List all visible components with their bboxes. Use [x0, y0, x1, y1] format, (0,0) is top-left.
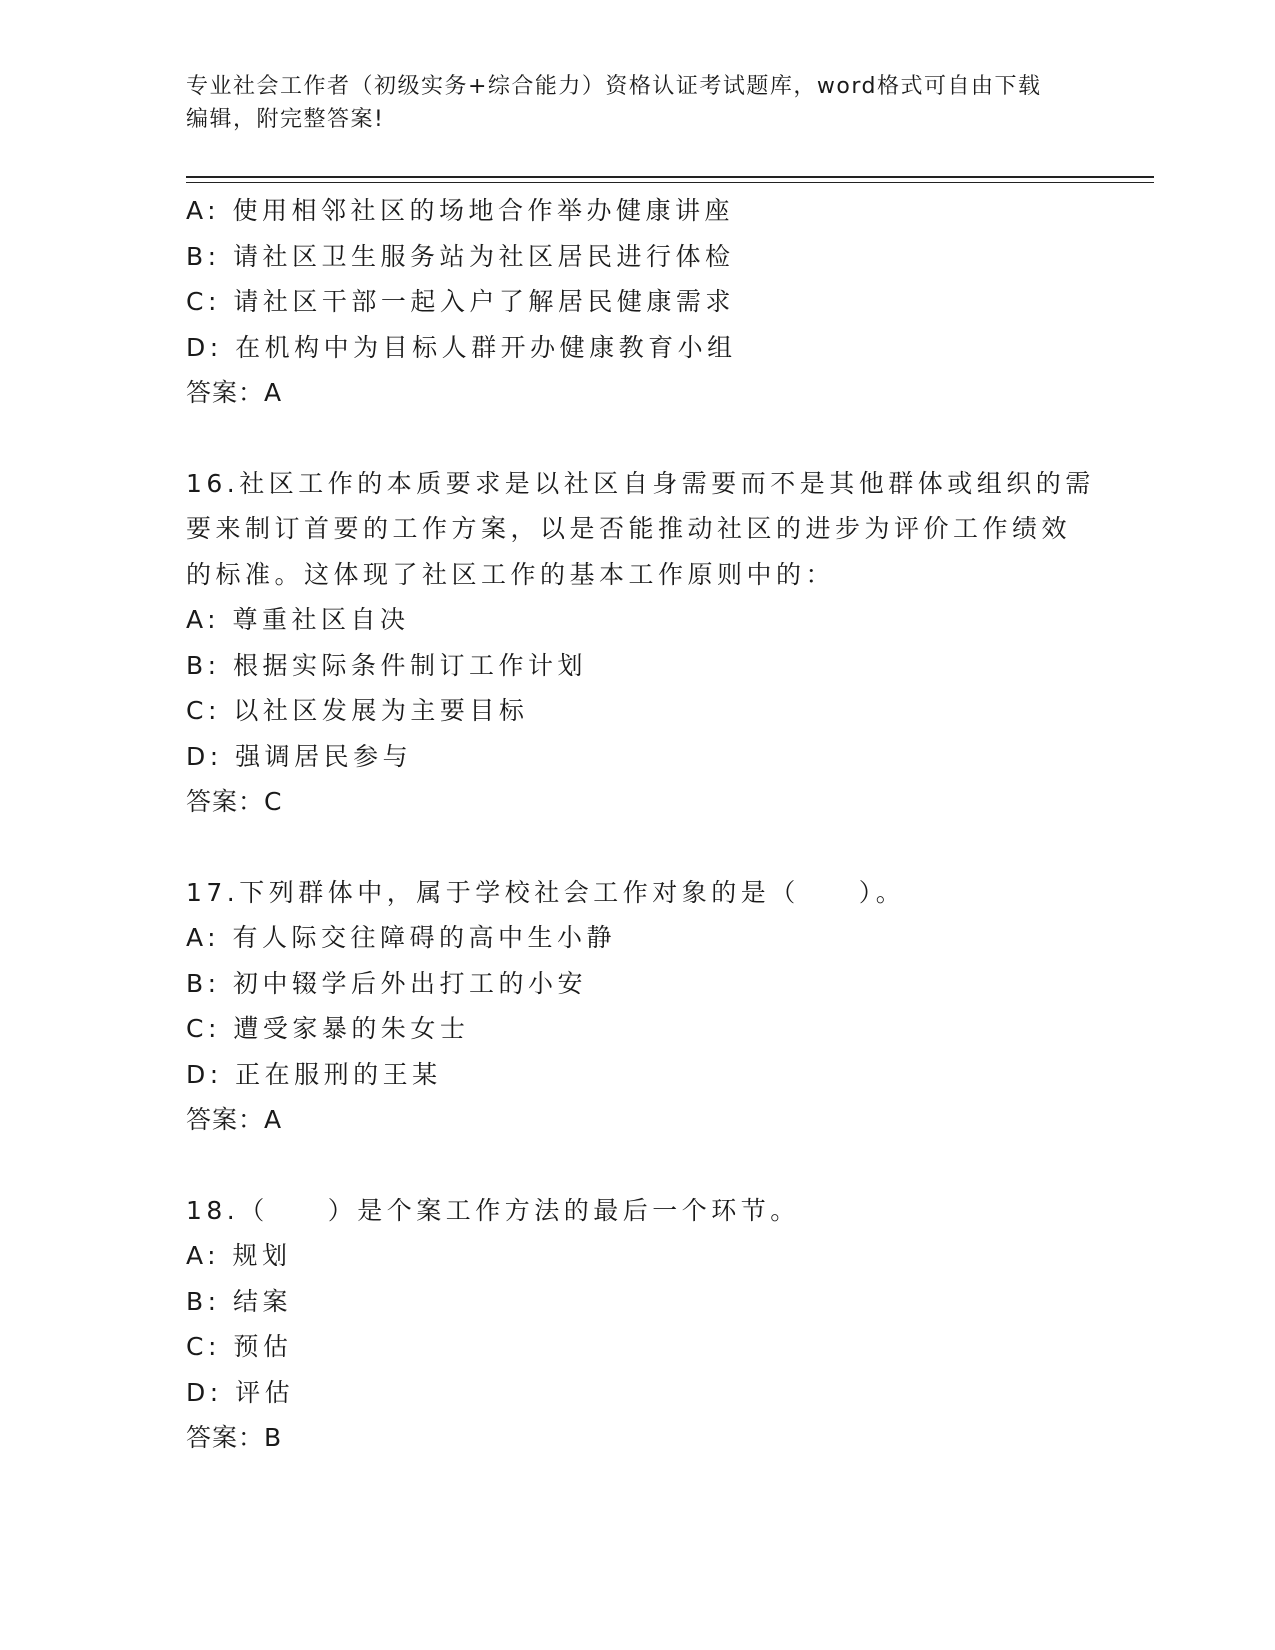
- option-d: D: 评估: [186, 1377, 295, 1407]
- question-text: [186, 461, 1095, 598]
- question-text: [186, 1188, 1086, 1234]
- answer: 答案：A: [186, 378, 283, 407]
- option-a: A: 规划: [186, 1241, 292, 1270]
- option-b: B: 初中辍学后外出打工的小安: [186, 968, 588, 998]
- document-header: [186, 70, 1086, 136]
- question-18: [186, 1188, 1086, 1461]
- spacer: [186, 416, 1086, 461]
- question-17: [186, 870, 1086, 1143]
- header-rule-thin: [186, 182, 1154, 183]
- option-c: C: 请社区干部一起入户了解居民健康需求: [186, 287, 735, 316]
- option-d: D: 在机构中为目标人群开办健康教育小组: [186, 332, 737, 362]
- option-c: C: 预估: [186, 1332, 293, 1361]
- header-rule-thick: [186, 176, 1154, 178]
- header-line-1: 专业社会工作者（初级实务+综合能力）资格认证考试题库，word格式可自由下载: [186, 74, 1042, 99]
- option-d: D: 强调居民参与: [186, 741, 413, 771]
- question-16: [186, 461, 1095, 825]
- header-line-2: 编辑，附完整答案!: [186, 107, 385, 132]
- question-text-line: 16.社区工作的本质要求是以社区自身需要而不是其他群体或组织的需: [186, 468, 1095, 498]
- question-text: [186, 870, 1086, 916]
- question-list: [186, 188, 1095, 1461]
- question-text-line: 要来制订首要的工作方案，以是否能推动社区的进步为评价工作绩效: [186, 514, 1072, 543]
- option-a: A: 使用相邻社区的场地合作举办健康讲座: [186, 196, 735, 225]
- answer: 答案：B: [186, 1423, 283, 1452]
- answer: 答案：C: [186, 787, 283, 816]
- question-text-line: 18.（ ）是个案工作方法的最后一个环节。: [186, 1195, 800, 1225]
- option-b: B: 根据实际条件制订工作计划: [186, 650, 588, 680]
- question-text-line: 的标准。这体现了社区工作的基本工作原则中的：: [186, 559, 836, 589]
- question-text-line: 17.下列群体中，属于学校社会工作对象的是（ ）。: [186, 877, 906, 907]
- spacer: [186, 825, 1086, 870]
- option-c: C: 遭受家暴的朱女士: [186, 1014, 470, 1043]
- spacer: [186, 1143, 1086, 1188]
- option-c: C: 以社区发展为主要目标: [186, 696, 529, 725]
- answer: 答案：A: [186, 1105, 283, 1134]
- option-a: A: 有人际交往障碍的高中生小静: [186, 923, 617, 952]
- option-b: B: 结案: [186, 1286, 293, 1316]
- option-a: A: 尊重社区自决: [186, 605, 410, 634]
- question-15: [186, 188, 1086, 416]
- option-b: B: 请社区卫生服务站为社区居民进行体检: [186, 241, 735, 271]
- option-d: D: 正在服刑的王某: [186, 1059, 442, 1089]
